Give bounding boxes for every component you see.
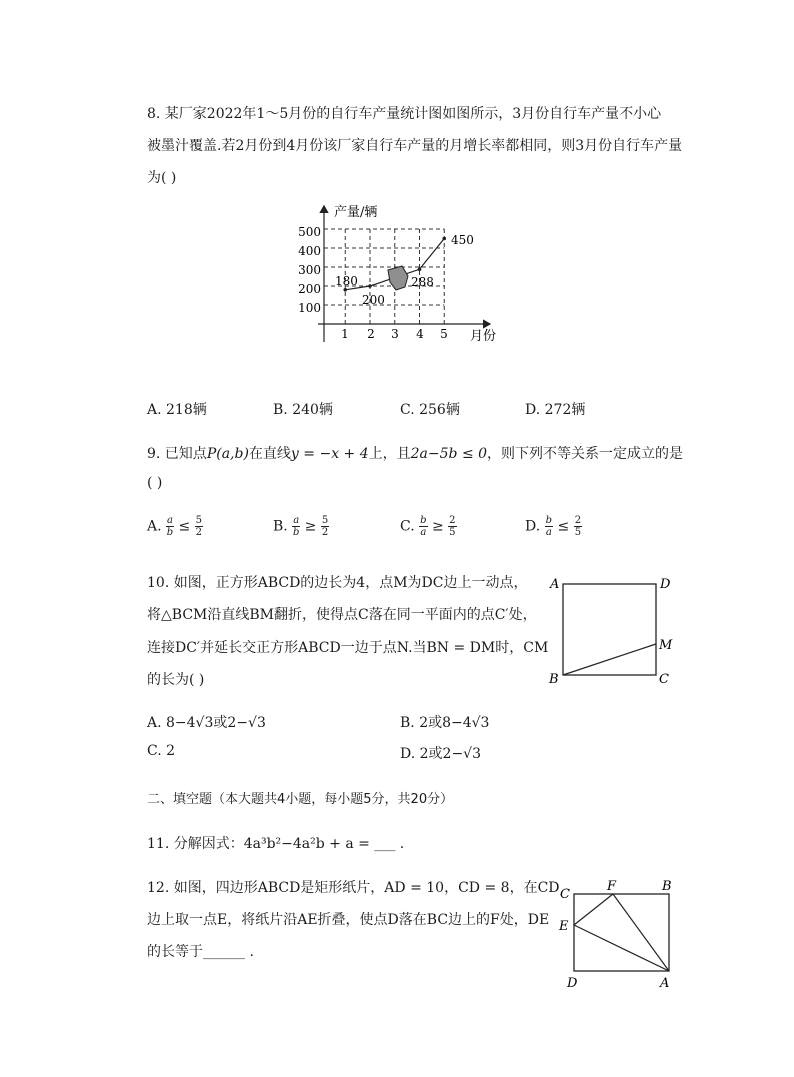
data-point xyxy=(343,288,347,292)
point-label-288: 288 xyxy=(411,275,434,289)
label-b: B xyxy=(549,672,559,687)
y-axis-label: 产量/辆 xyxy=(334,205,378,220)
y-tick-200: 200 xyxy=(298,282,321,296)
x-tick-5: 5 xyxy=(440,327,448,341)
q10-option-c: C. 2 xyxy=(147,743,176,759)
q8-line2: 被墨汁覆盖.若2月份到4月份该厂家自行车产量的月增长率都相同，则3月份自行车产量 xyxy=(147,138,683,154)
data-point xyxy=(442,237,446,241)
y-tick-500: 500 xyxy=(298,225,321,239)
q9-option-a: A. $\frac{a}{b}$ ≤ $\frac{5}{2}$ xyxy=(147,515,202,538)
label-m: M xyxy=(659,638,673,653)
q8-option-c: C. 256辆 xyxy=(400,402,460,418)
q10-option-d: D. 2或2−√3 xyxy=(400,746,481,762)
q8-option-b: B. 240辆 xyxy=(273,402,333,418)
q10-option-b: B. 2或8−4√3 xyxy=(400,715,490,731)
x-tick-1: 1 xyxy=(341,327,349,341)
q12-rectangle-figure xyxy=(554,876,686,992)
point-label-200: 200 xyxy=(362,293,385,307)
data-point xyxy=(418,267,422,271)
q11-text: 11. 分解因式：4a³b²−4a²b + a = ___ . xyxy=(147,836,405,852)
point-label-450: 450 xyxy=(451,233,474,247)
q9-option-d: D. $\frac{b}{a}$ ≤ $\frac{2}{5}$ xyxy=(525,515,582,538)
label-c: C xyxy=(560,887,570,902)
q10-line4: 的长为( ) xyxy=(147,672,205,688)
y-tick-300: 300 xyxy=(298,263,321,277)
x-tick-2: 2 xyxy=(367,327,375,341)
x-tick-4: 4 xyxy=(416,327,424,341)
q9-option-b: B. $\frac{a}{b}$ ≥ $\frac{5}{2}$ xyxy=(273,515,329,538)
label-d: D xyxy=(660,577,671,592)
label-b: B xyxy=(662,879,672,894)
q8-option-a: A. 218辆 xyxy=(147,402,207,418)
q8-line3: 为( ) xyxy=(147,170,177,186)
data-point xyxy=(368,284,372,288)
q8-option-d: D. 272辆 xyxy=(525,402,586,418)
label-c: C xyxy=(659,672,669,687)
q9-line2: ( ) xyxy=(147,475,163,491)
label-d: D xyxy=(567,976,578,991)
point-label-180: 180 xyxy=(335,274,358,288)
y-tick-400: 400 xyxy=(298,244,321,258)
segment-bm xyxy=(563,644,656,675)
segment-fa xyxy=(613,894,669,971)
label-f: F xyxy=(607,879,617,894)
section-heading: 二、填空题（本大题共4小题，每小题5分，共20分） xyxy=(147,792,454,807)
q10-line3: 连接DC′并延长交正方形ABCD一边于点N.当BN = DM时，CM xyxy=(147,640,549,656)
q8-line1: 8. 某厂家2022年1～5月份的自行车产量统计图如图所示，3月份自行车产量不小心 xyxy=(147,106,662,122)
label-a: A xyxy=(660,976,670,991)
q10-line2: 将△BCM沿直线BM翻折，使得点C落在同一平面内的点C′处， xyxy=(147,607,537,623)
q9-option-c: C. $\frac{b}{a}$ ≥ $\frac{2}{5}$ xyxy=(400,515,456,538)
y-tick-100: 100 xyxy=(298,301,321,315)
q10-line1: 10. 如图，正方形ABCD的边长为4，点M为DC边上一动点， xyxy=(147,575,528,591)
label-e: E xyxy=(559,919,569,934)
segment-ef xyxy=(574,894,613,925)
q8-production-chart xyxy=(290,200,510,350)
q9-line1: 9. 已知点P(a,b)在直线y = −x + 4上，且2a−5b ≤ 0，则下列不等关系一定成立的是 xyxy=(147,446,684,462)
q10-square-figure xyxy=(540,572,680,690)
q12-line3: 的长等于______ . xyxy=(147,944,254,960)
label-a: A xyxy=(550,577,560,592)
segment-ae xyxy=(574,925,669,971)
q12-line1: 12. 如图，四边形ABCD是矩形纸片，AD = 10，CD = 8，在CD xyxy=(147,880,560,896)
q12-line2: 边上取一点E，将纸片沿AE折叠，使点D落在BC边上的F处，DE xyxy=(147,912,550,928)
x-axis-label: 月份 xyxy=(470,329,497,344)
x-tick-3: 3 xyxy=(391,327,399,341)
q10-option-a: A. 8−4√3或2−√3 xyxy=(147,715,266,731)
